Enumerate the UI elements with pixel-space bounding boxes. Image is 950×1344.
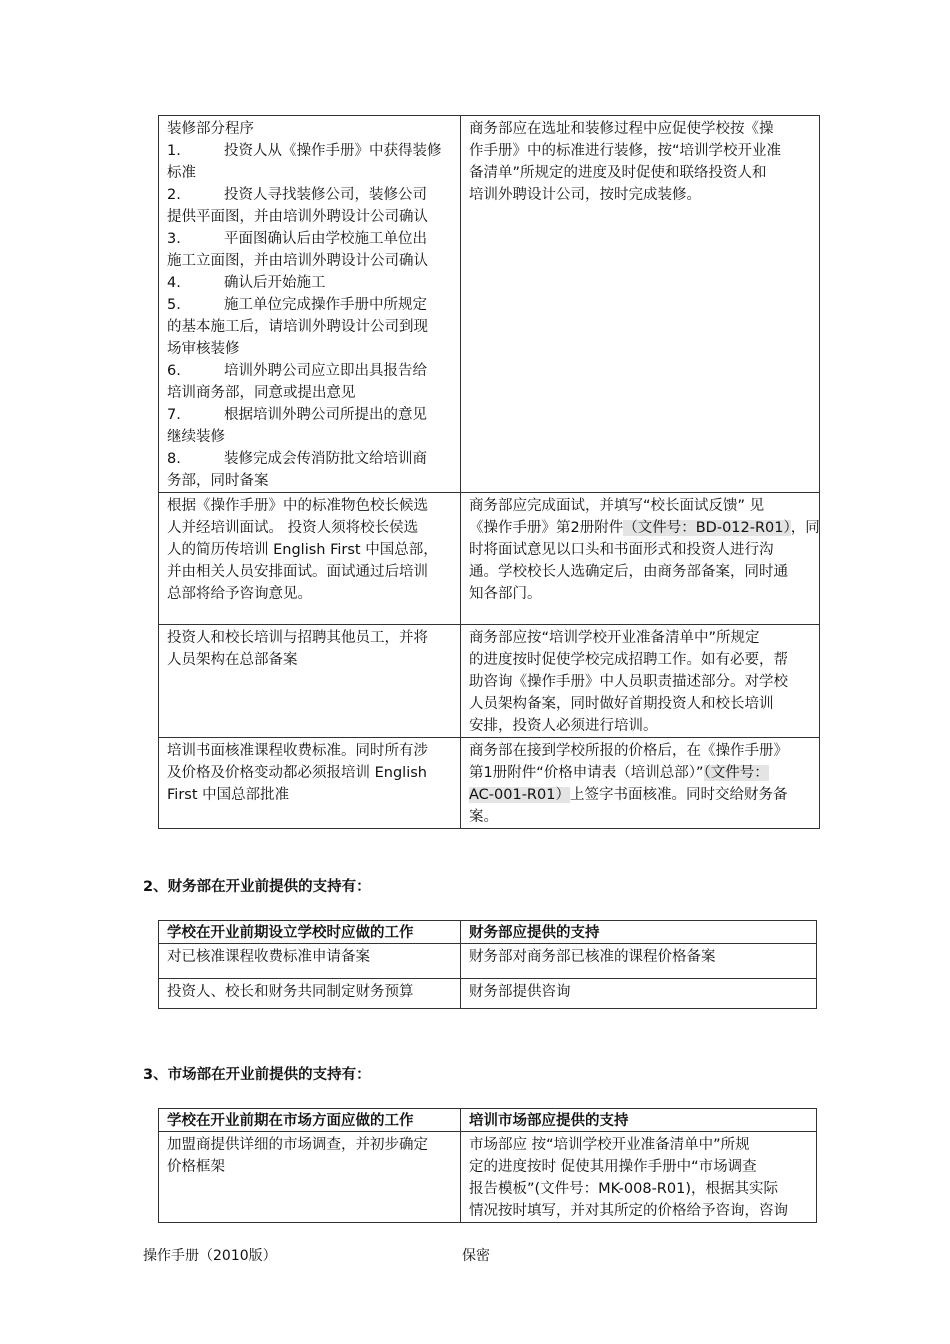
header-cell: 学校在开业前期设立学校时应做的工作 (159, 921, 461, 944)
finance-support-table (158, 920, 817, 1009)
cell-line (469, 184, 811, 206)
text-segment: 备清单”所规定的进度及时促使和联络投资人和 (469, 165, 767, 181)
cell-line (167, 140, 452, 162)
file-number-highlight: （文件号：BD-012-R01） (623, 520, 791, 536)
text-segment: 作手册》中的标准进行装修，按“培训学校开业准 (469, 143, 782, 159)
step-text: 根据培训外聘公司所提出的意见 (224, 407, 427, 423)
cell-line: 投资人和校长培训与招聘其他员工，并将 (167, 630, 428, 646)
table-row (159, 738, 820, 829)
header-cell: 学校在开业前期在市场方面应做的工作 (159, 1109, 461, 1132)
text-segment: 培训外聘设计公司，按时完成装修。 (469, 187, 701, 203)
cell-line: 情况按时填写，并对其所定的价格给予咨询，咨询 (469, 1203, 788, 1219)
table-row (159, 493, 820, 625)
text-segment: 助咨询《操作手册》中人员职责描述部分。对学校 (469, 674, 788, 690)
marketing-support-table (158, 1108, 817, 1223)
cell-line (167, 184, 452, 206)
cell-line (469, 561, 811, 583)
table-cell-left (159, 493, 461, 625)
cell-line (469, 140, 811, 162)
step-number: 5. (167, 297, 181, 313)
cell-line: 培训商务部，同意或提出意见 (167, 385, 356, 401)
table-cell-right (461, 738, 820, 829)
step-number: 6. (167, 363, 181, 379)
text-segment: 时将面试意见以口头和书面形式和投资人进行沟 (469, 542, 774, 558)
cell-line: 施工立面图，并由培训外聘设计公司确认 (167, 253, 428, 269)
cell-line: 场审核装修 (167, 341, 240, 357)
cell-line: 标准 (167, 165, 196, 181)
text-segment: 通。学校校长人选确定后，由商务部备案，同时通 (469, 564, 788, 580)
text-segment: 第1册附件“价格申请表（培训总部）” (469, 765, 704, 781)
cell-line: 培训书面核准课程收费标准。同时所有涉 (167, 743, 428, 759)
cell-line: 市场部应 按“培训学校开业准备清单中”所规 (469, 1137, 750, 1153)
text-segment: 商务部应按“培训学校开业准备清单中”所规定 (469, 630, 760, 646)
table-cell-left (159, 1132, 461, 1223)
table-cell-right (461, 625, 820, 738)
text-segment: 上签字书面核准。同时交给财务备 (569, 787, 788, 803)
cell-line: 人的简历传培训 English First 中国总部， (167, 542, 438, 558)
cell-line: 务部，同时备案 (167, 473, 269, 489)
cell-line (469, 784, 811, 806)
step-text: 投资人寻找装修公司，装修公司 (224, 187, 427, 203)
decoration-support-table (158, 115, 820, 829)
table-header-row (159, 921, 817, 944)
cell-line: 人员架构在总部备案 (167, 652, 298, 668)
cell-line (469, 740, 811, 762)
header-cell: 培训市场部应提供的支持 (461, 1109, 817, 1132)
table-header-row (159, 1109, 817, 1132)
cell-line (469, 693, 811, 715)
text-segment: 的进度按时促使学校完成招聘工作。如有必要，帮 (469, 652, 788, 668)
table-cell: 财务部对商务部已核准的课程价格备案 (461, 944, 817, 979)
cell-line (469, 762, 811, 784)
table-cell: 投资人、校长和财务共同制定财务预算 (159, 979, 461, 1009)
table-cell-left (159, 625, 461, 738)
table-cell: 财务部提供咨询 (461, 979, 817, 1009)
step-text: 投资人从《操作手册》中获得装修 (224, 143, 442, 159)
section2-heading: 2、财务部在开业前提供的支持有： (143, 879, 371, 895)
step-number: 7. (167, 407, 181, 423)
cell-line (469, 671, 811, 693)
cell-line: 提供平面图，并由培训外聘设计公司确认 (167, 209, 428, 225)
cell-line: 定的进度按时 促使其用操作手册中“市场调查 (469, 1159, 757, 1175)
cell-line (469, 539, 811, 561)
cell-line (469, 517, 820, 539)
table-cell-right (461, 493, 820, 625)
step-text: 施工单位完成操作手册中所规定 (224, 297, 427, 313)
text-segment: 安排，投资人必须进行培训。 (469, 718, 658, 734)
step-number: 1. (167, 143, 181, 159)
cell-line: 加盟商提供详细的市场调查，并初步确定 (167, 1137, 428, 1153)
table-cell-left (159, 738, 461, 829)
text-segment: 《操作手册》第2册附件 (469, 520, 624, 536)
cell-line (469, 583, 811, 605)
step-text: 培训外聘公司应立即出具报告给 (224, 363, 427, 379)
step-text: 确认后开始施工 (224, 275, 326, 291)
text-segment: ，同 (790, 520, 820, 536)
footer-title: 操作手册（2010版） (143, 1248, 277, 1264)
cell-line: 人并经培训面试。 投资人须将校长侯选 (167, 520, 419, 536)
cell-line (469, 495, 811, 517)
table-row (159, 625, 820, 738)
step-number: 2. (167, 187, 181, 203)
cell-line: 并由相关人员安排面试。面试通过后培训 (167, 564, 428, 580)
cell-line (469, 118, 811, 140)
cell-line (167, 448, 452, 470)
cell-line: 的基本施工后，请培训外聘设计公司到现 (167, 319, 428, 335)
cell-line: 根据《操作手册》中的标准物色校长候选 (167, 498, 428, 514)
text-segment: 知各部门。 (469, 586, 542, 602)
table-cell: 对已核准课程收费标准申请备案 (159, 944, 461, 979)
file-number-highlight: （文件号： (703, 765, 769, 781)
cell-line: First 中国总部批准 (167, 787, 290, 803)
table-cell-left (159, 116, 461, 493)
step-number: 8. (167, 451, 181, 467)
cell-line: 继续装修 (167, 429, 225, 445)
cell-line (469, 627, 811, 649)
cell-line (469, 715, 811, 737)
cell-line (469, 162, 811, 184)
cell-line: 价格框架 (167, 1159, 225, 1175)
cell-line (469, 806, 811, 828)
text-segment: 商务部应在选址和装修过程中应促使学校按《操 (469, 121, 774, 137)
step-number: 4. (167, 275, 181, 291)
step-text: 装修完成会传消防批文给培训商 (224, 451, 427, 467)
table-cell-right (461, 116, 820, 493)
text-segment: 人员架构备案，同时做好首期投资人和校长培训 (469, 696, 774, 712)
cell-line: 装修部分程序 (167, 121, 254, 137)
file-number-highlight: AC-001-R01） (469, 787, 570, 803)
table-row (159, 116, 820, 493)
cell-line: 报告模板”(文件号：MK-008-R01)，根据其实际 (469, 1181, 778, 1197)
cell-line (167, 360, 452, 382)
table-row (159, 1132, 817, 1223)
section3-heading: 3、市场部在开业前提供的支持有： (143, 1067, 371, 1083)
cell-line (167, 294, 452, 316)
text-segment: 商务部在接到学校所报的价格后，在《操作手册》 (469, 743, 788, 759)
table-row (159, 979, 817, 1009)
cell-line: 及价格及价格变动都必须报培训 English (167, 765, 427, 781)
step-number: 3. (167, 231, 181, 247)
step-text: 平面图确认后由学校施工单位出 (224, 231, 427, 247)
cell-line (167, 272, 452, 294)
footer-confidential: 保密 (462, 1248, 490, 1264)
text-segment: 商务部应完成面试，并填写“校长面试反馈” 见 (469, 498, 765, 514)
table-row (159, 944, 817, 979)
cell-line: 总部将给予咨询意见。 (167, 586, 312, 602)
cell-line (167, 404, 452, 426)
cell-line (167, 228, 452, 250)
cell-line (469, 649, 811, 671)
table-cell-right (461, 1132, 817, 1223)
text-segment: 案。 (469, 809, 498, 825)
header-cell: 财务部应提供的支持 (461, 921, 817, 944)
